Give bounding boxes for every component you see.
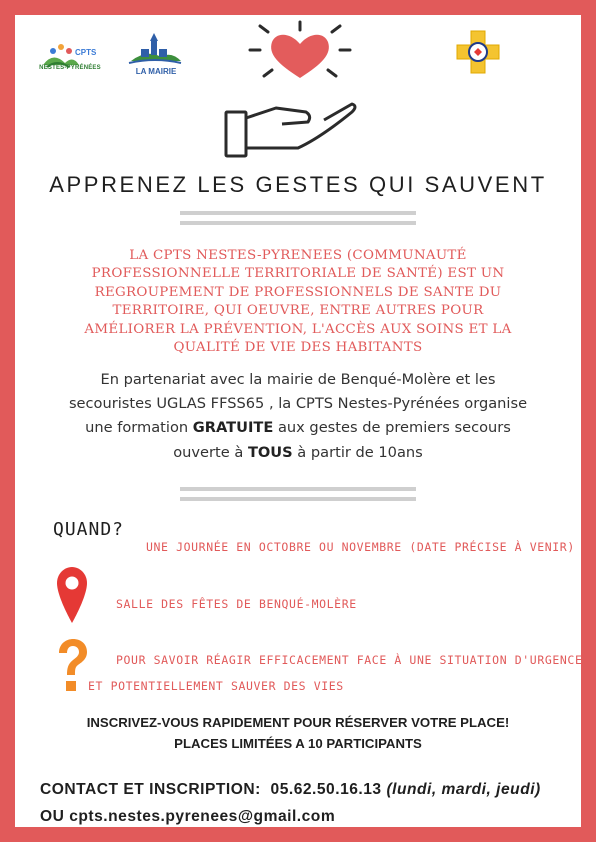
divider [180, 497, 416, 501]
contact-days: (lundi, mardi, jeudi) [386, 781, 541, 798]
intro-paragraph: LA CPTS NESTES-PYRENEES (COMMUNAUTÉ PROFESSIONNELLE TERRITORIALE DE SANTÉ) EST UN REGROUPEMENT DE PROFESSIONNELS DE SANTE DU TERRITOIRE, QUI OEUVRE, ENTRE AUTRES POUR AMÉLIORER LA PRÉVENTION, L'ACCÈS AUX SOINS ET LA QUALITÉ DE VIE DES HABITANTS [84, 248, 512, 356]
body-text-part: à partir de 10ans [292, 443, 423, 461]
divider [180, 211, 416, 215]
cpts-logo-subtitle: NESTES-PYRÉNÉES [39, 65, 101, 71]
pourquoi-line-2: ET POTENTIELLEMENT SAUVER DES VIES [88, 679, 344, 693]
mairie-logo-label: LA MAIRIE [135, 67, 177, 76]
body-text-part: En partenariat avec la mairie de Benqué-Molère et les secouristes UGLAS FFSS65 , la CPTS Nestes-Pyrénées organise une formation [68, 371, 528, 437]
contact-phone[interactable]: 05.62.50.16.13 [270, 781, 382, 798]
lieu-value: SALLE DES FÊTES DE BENQUÉ-MOLÈRE [116, 597, 357, 611]
contact-email[interactable]: cpts.nestes.pyrenees@gmail.com [69, 808, 336, 825]
heart-hand-illustration [220, 20, 380, 160]
page-title: APPRENEZ LES GESTES QUI SAUVENT [49, 172, 547, 197]
quand-value: UNE JOURNÉE EN OCTOBRE OU NOVEMBRE (DATE PRÉCISE À VENIR) [146, 540, 575, 554]
divider [180, 487, 416, 491]
body-text-part: aux gestes de premiers secours ouverte à [173, 419, 511, 461]
contact-label: CONTACT ET INSCRIPTION: [40, 781, 261, 798]
question-mark-icon [55, 637, 91, 695]
flyer [15, 15, 581, 827]
cpts-logo [35, 37, 105, 81]
mairie-logo [127, 31, 183, 67]
contact-block [40, 776, 560, 830]
hand-icon [226, 104, 355, 156]
body-paragraph [60, 368, 536, 465]
location-pin-icon [55, 565, 89, 625]
cta-line-2: PLACES LIMITÉES A 10 PARTICIPANTS [174, 736, 422, 751]
heart-icon [271, 35, 329, 78]
divider [180, 221, 416, 225]
secouristes-cross-logo [455, 29, 501, 75]
gratuite-emphasis: GRATUITE [192, 419, 274, 437]
cta-line-1: INSCRIVEZ-VOUS RAPIDEMENT POUR RÉSERVER VOTRE PLACE! [86, 715, 510, 730]
tous-emphasis: TOUS [247, 443, 293, 461]
contact-or: OU [40, 808, 65, 825]
registration-callout [15, 712, 581, 754]
quand-label: QUAND? [53, 519, 125, 540]
cpts-logo-title: CPTS [75, 48, 97, 57]
pourquoi-line-1: POUR SAVOIR RÉAGIR EFFICACEMENT FACE À UNE SITUATION D'URGENCE [116, 653, 583, 667]
